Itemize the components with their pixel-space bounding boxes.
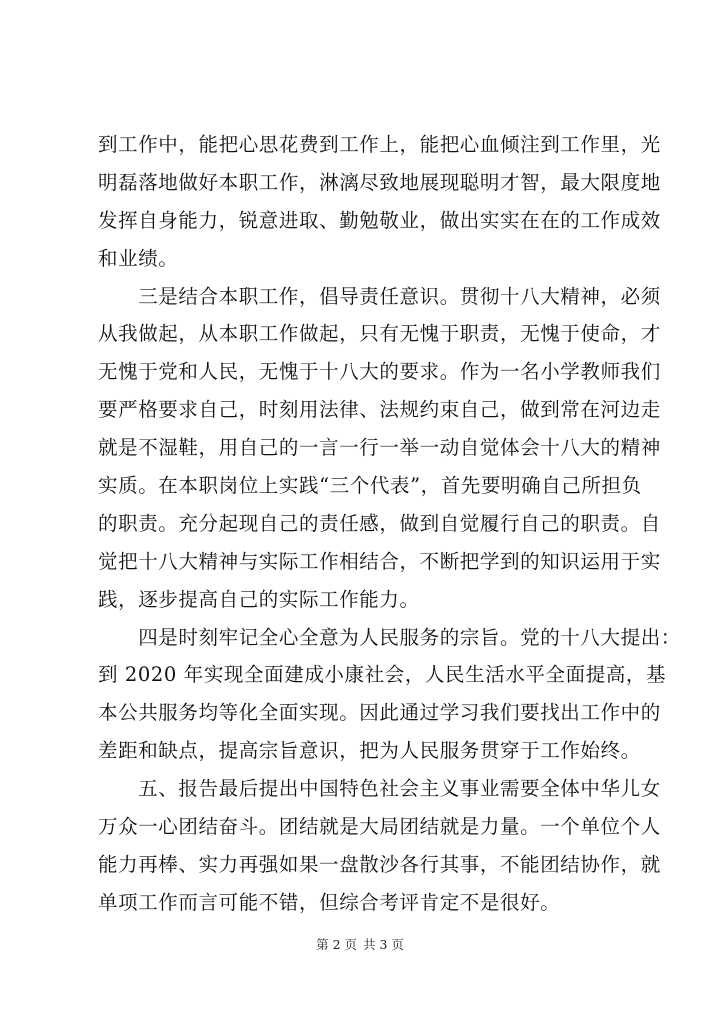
text-line: 到 2020 年实现全面建成小康社会，人民生活水平全面提高，基 [98,663,667,687]
text-line: 到工作中，能把心思花费到工作上，能把心血倾注到工作里，光 [98,133,661,156]
paragraph-3 [98,619,681,771]
text-line: 觉把十八大精神与实际工作相结合，不断把学到的知识运用于实 [98,549,661,573]
text-line: 五、报告最后提出中国特色社会主义事业需要全体中华儿女 [98,777,661,801]
text-line: 要严格要求自己，时刻用法律、法规约束自己，做到常在河边走 [98,398,661,422]
text-line: 本公共服务均等化全面实现。因此通过学习我们要找出工作中的 [98,701,661,725]
text-line: 四是时刻牢记全心全意为人民服务的宗旨。党的十八大提出： [98,625,681,649]
text-line: 践，逐步提高自己的实际工作能力。 [98,587,420,611]
page-number: 第 2 页 [316,937,357,952]
text-line: 万众一心团结奋斗。团结就是大局团结就是力量。一个单位个人 [98,815,661,839]
page-total: 共 3 页 [363,937,404,952]
text-line: 就是不湿鞋，用自己的一言一行一举一动自觉体会十八大的精神 [98,436,661,460]
text-line: 单项工作而言可能不错，但综合考评肯定不是很好。 [98,890,561,914]
text-line: 和业绩。 [98,246,179,270]
text-line: 从我做起，从本职工作做起，只有无愧于职责，无愧于使命，才 [98,322,661,346]
text-line: 明磊落地做好本职工作，淋漓尽致地展现聪明才智，最大限度地 [98,170,661,194]
text-line: 无愧于党和人民，无愧于十八大的要求。作为一名小学教师我们 [98,360,661,384]
text-line: 发挥自身能力，锐意进取、勤勉敬业，做出实实在在的工作成效 [98,208,661,232]
body-text [98,126,681,922]
text-line: 三是结合本职工作，倡导责任意识。贯彻十八大精神，必须 [98,284,661,308]
text-line: 实质。在本职岗位上实践“三个代表”，首先要明确自己所担负 [98,474,642,498]
paragraph-4 [98,770,661,922]
page-footer [0,937,720,953]
text-line: 差距和缺点，提高宗旨意识，把为人民服务贯穿于工作始终。 [98,739,641,763]
text-line: 的职责。充分起现自己的责任感，做到自觉履行自己的职责。自 [98,511,661,535]
paragraph-2 [98,278,661,619]
paragraph-1 [98,126,661,278]
text-line: 能力再棒、实力再强如果一盘散沙各行其事，不能团结协作，就 [98,852,661,876]
